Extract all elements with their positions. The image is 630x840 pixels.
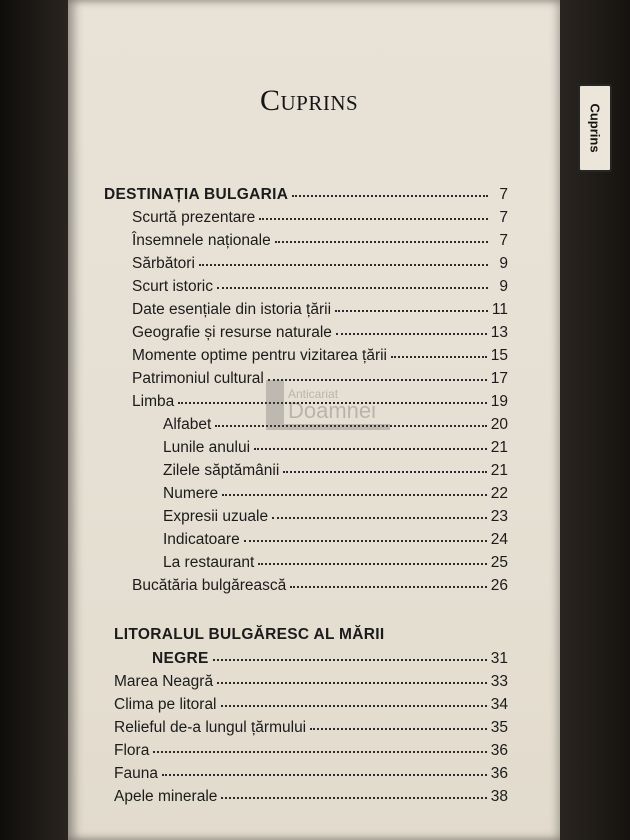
toc-label: Patrimoniul cultural [132,370,264,387]
toc-label: Momente optime pentru vizitarea țării [132,347,388,364]
toc-page-number: 7 [499,186,508,203]
toc-page-number: 9 [499,255,508,272]
toc-subentry[interactable] [163,553,508,575]
toc-label: Geografie și resurse naturale [132,324,332,341]
toc-page-number: 19 [490,393,508,410]
book-page [68,0,603,840]
toc-page-number: 36 [490,742,508,759]
toc-label: Date esențiale din istoria țării [132,301,332,318]
dot-leader [162,762,487,776]
toc-label: Limba [132,393,175,410]
toc-page-number: 13 [490,324,508,341]
toc-page-number: 7 [499,209,508,226]
toc-entry[interactable] [132,576,508,598]
toc-entry[interactable] [132,231,508,253]
toc-label: Sărbători [132,255,195,272]
toc-entry[interactable] [132,254,508,276]
toc-page-number: 15 [490,347,508,364]
dot-leader [258,551,486,565]
page-title: Cuprins [260,84,359,117]
dot-leader [213,647,487,661]
dot-leader [259,206,488,220]
toc-entry[interactable] [132,208,508,230]
dot-leader [222,482,487,496]
dot-leader [153,739,486,753]
toc-page-number: 21 [490,439,508,456]
dot-leader [217,275,488,289]
toc-page-number: 11 [491,301,508,318]
watermark-bar [266,424,390,430]
toc-label: La restaurant [163,554,255,571]
toc-page-number: 25 [490,554,508,571]
side-tab-label: Cuprins [587,103,603,153]
toc-section-heading[interactable] [104,185,508,207]
toc-label: Clima pe litoral [114,696,217,713]
toc-page-number: 21 [490,462,508,479]
dot-leader [290,574,487,588]
toc-page-number: 31 [490,650,508,667]
dot-leader [244,528,487,542]
toc-label: Relieful de-a lungul țărmului [114,719,307,736]
toc-page-number: 23 [490,508,508,525]
dot-leader [199,252,488,266]
watermark-block [266,380,284,430]
toc-section-heading-line1[interactable]: LITORALUL BULGĂRESC AL MĂRII [114,626,385,643]
toc-entry[interactable] [132,277,508,299]
toc-entry[interactable] [132,346,508,368]
dot-leader [217,670,487,684]
toc-entry[interactable] [114,695,508,717]
toc-label: Bucătăria bulgărească [132,577,287,594]
dot-leader [272,505,487,519]
toc-subentry[interactable] [163,461,508,483]
dot-leader [336,321,487,335]
toc-label: Fauna [114,765,158,782]
dot-leader [221,785,486,799]
toc-section-heading[interactable] [152,649,508,671]
toc-label: NEGRE [152,650,209,667]
toc-label: Zilele săptămânii [163,462,280,479]
toc-subentry[interactable] [163,484,508,506]
side-tab [578,84,612,172]
toc-label: Scurtă prezentare [132,209,256,226]
toc-entry[interactable] [114,718,508,740]
toc-label: Expresii uzuale [163,508,269,525]
toc-page-number: 38 [490,788,508,805]
dot-leader [283,459,486,473]
toc-label: Însemnele naționale [132,232,271,249]
toc-label: Alfabet [163,416,212,433]
toc-entry[interactable] [114,787,508,809]
dot-leader [292,183,488,197]
toc-page-number: 33 [490,673,508,690]
toc-entry[interactable] [132,300,508,322]
toc-label: Lunile anului [163,439,251,456]
toc-page-number: 24 [490,531,508,548]
toc-label: Scurt istoric [132,278,213,295]
dot-leader [335,298,488,312]
toc-subentry[interactable] [163,507,508,529]
dot-leader [275,229,488,243]
toc-entry[interactable] [114,741,508,763]
toc-label: Indicatoare [163,531,240,548]
toc-page-number: 34 [490,696,508,713]
toc-subentry[interactable] [163,530,508,552]
toc-label: DESTINAȚIA BULGARIA [104,186,289,203]
background-left [0,0,70,840]
dot-leader [310,716,487,730]
toc-page-number: 7 [499,232,508,249]
toc-page-number: 22 [490,485,508,502]
toc-page-number: 9 [499,278,508,295]
toc-page-number: 20 [490,416,508,433]
toc-page-number: 26 [490,577,508,594]
toc-entry[interactable] [114,672,508,694]
toc-label: Apele minerale [114,788,218,805]
toc-label: Numere [163,485,219,502]
watermark-text-line1: Anticariat [288,387,339,401]
toc-page-number: 36 [490,765,508,782]
toc-page-number: 35 [490,719,508,736]
dot-leader [221,693,487,707]
toc-label: Flora [114,742,150,759]
toc-entry[interactable] [132,323,508,345]
dot-leader [391,344,487,358]
watermark-logo [264,378,392,450]
watermark-text-line2: Doamnei [288,398,377,423]
toc-entry[interactable] [114,764,508,786]
toc-page-number: 17 [490,370,508,387]
toc-label: Marea Neagră [114,673,214,690]
